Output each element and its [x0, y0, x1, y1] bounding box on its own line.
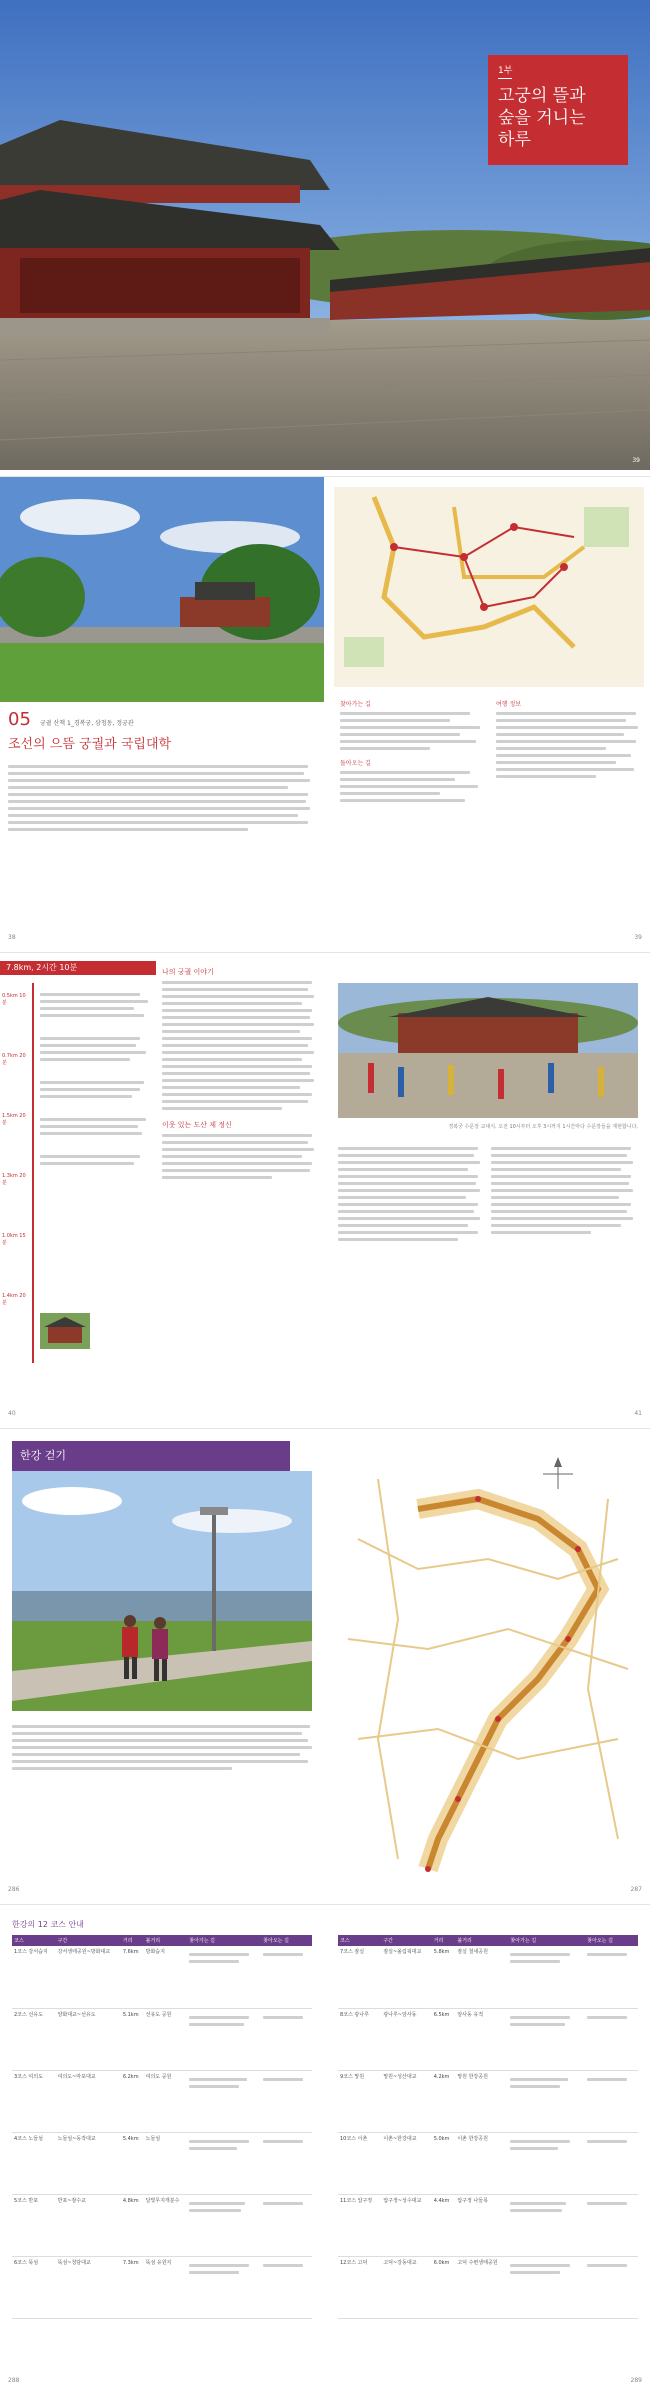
travel-info-column — [496, 699, 641, 782]
col-header: 찾아가는 길 — [187, 1935, 261, 1946]
directions-column — [340, 699, 490, 806]
table-row: 4코스 노들섬 노들섬~동작대교 5.4km 노들섬 — [12, 2132, 312, 2194]
table-heading: 한강의 12 코스 안내 — [12, 1920, 84, 1929]
course-table-right — [338, 1935, 638, 2319]
table-row: 10코스 이촌 이촌~한강대교 5.0km 이촌 한강공원 — [338, 2132, 638, 2194]
info-heading-return: 돌아오는 길 — [340, 760, 371, 767]
table-row: 6코스 뚝섬 뚝섬~청담대교 7.3km 뚝섬 유원지 — [12, 2256, 312, 2318]
park-photo — [0, 477, 324, 702]
page-number-left: 288 — [8, 2377, 20, 2384]
col-header: 찾아오는 길 — [261, 1935, 312, 1946]
page-number: 39 — [632, 457, 640, 464]
col-header: 코스 — [338, 1935, 381, 1946]
hero-page — [0, 0, 650, 470]
page-number-right: 289 — [630, 2377, 642, 2384]
route-number: 05 — [8, 709, 31, 730]
han-river-map — [338, 1439, 638, 1879]
section-header: 한강 걷기 — [12, 1441, 290, 1471]
route-duration-header: 7.8km, 2시간 10분 — [0, 961, 156, 975]
right-body-col2 — [491, 1143, 636, 1238]
spread-route-05 — [0, 476, 650, 947]
info-heading-travel: 여행 정보 — [496, 701, 522, 708]
route-timeline — [0, 983, 155, 1393]
spread-han-river — [0, 1428, 650, 1899]
page-number-right: 41 — [634, 1410, 642, 1417]
river-walkers-photo — [12, 1471, 312, 1711]
info-heading-go: 찾아가는 길 — [340, 701, 371, 708]
spread-han-course-table — [0, 1904, 650, 2390]
distance-label: 1.3km 20분 — [2, 1173, 26, 1186]
col-header: 코스 — [12, 1935, 56, 1946]
page-number-right: 39 — [634, 934, 642, 941]
chapter-title: 고궁의 뜰과 숲을 거니는 하루 — [498, 86, 586, 150]
page-number-left: 286 — [8, 1886, 20, 1893]
table-row: 5코스 반포 반포~잠수교 4.8km 달빛무지개분수 — [12, 2194, 312, 2256]
distance-label: 1.4km 20분 — [2, 1293, 26, 1306]
table-row: 8코스 광나루 광나루~암사동 6.5km 암사동 유적 — [338, 2008, 638, 2070]
distance-label: 1.0km 15분 — [2, 1233, 26, 1246]
col-header: 구간 — [56, 1935, 121, 1946]
route-map — [334, 487, 644, 687]
han-intro-text — [12, 1721, 312, 1774]
course-table-left — [12, 1935, 312, 2319]
col-header: 구간 — [381, 1935, 431, 1946]
route-title: 조선의 으뜸 궁궐과 국립대학 — [8, 737, 172, 752]
table-row: 2코스 선유도 양화대교~선유도 5.1km 선유도 공원 — [12, 2008, 312, 2070]
col-header: 찾아가는 길 — [508, 1935, 585, 1946]
body-column — [162, 967, 317, 1183]
chapter-title-box — [488, 55, 628, 165]
right-body-col1 — [338, 1143, 483, 1245]
table-row: 7코스 잠실 잠실~올림픽대교 5.8km 잠실 철새공원 — [338, 1946, 638, 2008]
col-header: 거리 — [432, 1935, 456, 1946]
route-intro-text — [8, 761, 313, 835]
table-row: 9코스 망원 망원~성산대교 4.2km 망원 한강공원 — [338, 2070, 638, 2132]
distance-label: 0.5km 10분 — [2, 993, 26, 1006]
table-row: 11코스 압구정 압구정~성수대교 4.4km 압구정 나들목 — [338, 2194, 638, 2256]
page-number-left: 40 — [8, 1410, 16, 1417]
col-header: 찾아오는 길 — [585, 1935, 638, 1946]
table-row: 3코스 여의도 여의도~마포대교 6.2km 여의도 공원 — [12, 2070, 312, 2132]
col-header: 볼거리 — [455, 1935, 508, 1946]
table-row: 12코스 고덕 고덕~강동대교 6.0km 고덕 수변생태공원 — [338, 2256, 638, 2318]
table-row: 1코스 강서습지 강서생태공원~방화대교 7.6km 방화습지 — [12, 1946, 312, 2008]
section-heading: 나의 궁궐 이야기 — [162, 968, 214, 976]
guard-ceremony-photo — [338, 983, 638, 1118]
route-places: 궁궐 산책 1_경복궁, 삼청동, 정궁관 — [40, 720, 134, 727]
col-header: 거리 — [121, 1935, 144, 1946]
chapter-badge: 1부 — [498, 63, 512, 79]
page-number-right: 287 — [630, 1886, 642, 1893]
distance-label: 0.7km 20분 — [2, 1053, 26, 1066]
distance-label: 1.5km 20분 — [2, 1113, 26, 1126]
col-header: 볼거리 — [144, 1935, 188, 1946]
page-number-left: 38 — [8, 934, 16, 941]
spread-route-walk — [0, 952, 650, 1423]
photo-caption: 경복궁 수문장 교대식. 오전 10시부터 오후 3시까지 1시간마다 수문장들을 재현합니다. — [448, 1124, 638, 1130]
section-heading: 이웃 있는 도산 제 정신 — [162, 1121, 232, 1129]
route-heading — [8, 709, 134, 730]
small-building-photo — [40, 1313, 90, 1349]
